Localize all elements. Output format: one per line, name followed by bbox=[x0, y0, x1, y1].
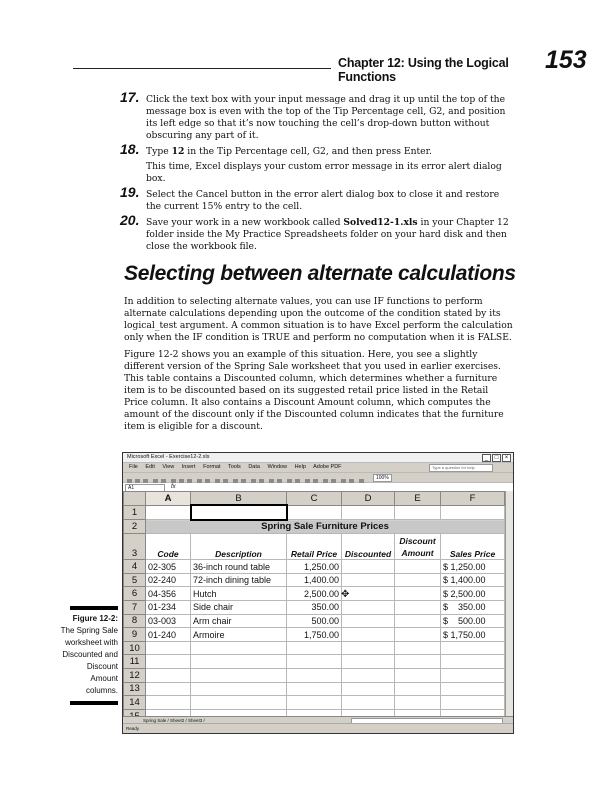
description-cell[interactable]: Armoire bbox=[191, 628, 287, 642]
body-paragraph-1: In addition to selecting alternate values, you can use IF functions to perform alternate calculations depending upon the outcome of the condition stated by its logical_test argument. A common situation is to have Excel perform the calculation only when the IF condition is TRUE and perform no computation when it is FALSE. bbox=[124, 296, 513, 343]
discounted-cell[interactable] bbox=[342, 601, 395, 615]
step-number: 19. bbox=[120, 184, 140, 200]
menu-format[interactable]: Format bbox=[203, 464, 221, 470]
sales-cell[interactable]: $ 2,500.00 bbox=[441, 587, 505, 601]
row-header[interactable]: 12 bbox=[124, 669, 146, 683]
table-row bbox=[124, 573, 505, 587]
header-discounted[interactable]: Discounted bbox=[342, 534, 395, 560]
table-row bbox=[124, 614, 505, 628]
menu-adobe-pdf[interactable]: Adobe PDF bbox=[313, 464, 342, 470]
step-17 bbox=[120, 89, 515, 142]
window-title: Microsoft Excel - Exercise12-2.xls bbox=[127, 454, 210, 460]
header-sales-price[interactable]: Sales Price bbox=[441, 534, 505, 560]
column-header[interactable]: F bbox=[441, 492, 505, 506]
discounted-cell[interactable] bbox=[342, 573, 395, 587]
menu-window[interactable]: Window bbox=[267, 464, 288, 470]
fx-icon[interactable]: fx bbox=[171, 484, 176, 490]
row-header[interactable]: 7 bbox=[124, 601, 146, 615]
row-header[interactable]: 9 bbox=[124, 628, 146, 642]
step-text: Type 12 in the Tip Percentage cell, G2, and then press Enter. bbox=[146, 146, 432, 157]
chapter-title: Chapter 12: Using the Logical Functions bbox=[338, 56, 509, 84]
minimize-icon[interactable]: _ bbox=[482, 454, 491, 462]
menu-data[interactable]: Data bbox=[248, 464, 260, 470]
description-cell[interactable]: Side chair bbox=[191, 601, 287, 615]
table-row bbox=[124, 587, 505, 601]
sales-cell[interactable]: $ 500.00 bbox=[441, 614, 505, 628]
column-header[interactable]: A bbox=[146, 492, 191, 506]
retail-cell[interactable]: 1,250.00 bbox=[287, 560, 342, 574]
discounted-cell[interactable] bbox=[342, 614, 395, 628]
amount-cell[interactable] bbox=[395, 587, 441, 601]
figure-label: Figure 12-2: bbox=[72, 614, 118, 623]
header-rule bbox=[73, 68, 331, 69]
zoom-select[interactable]: 100% bbox=[373, 474, 392, 482]
mouse-cursor-icon: ✥ bbox=[341, 589, 350, 600]
header-code[interactable]: Code bbox=[146, 534, 191, 560]
excel-screenshot bbox=[122, 452, 514, 734]
sales-cell[interactable]: $ 1,250.00 bbox=[441, 560, 505, 574]
row-header[interactable]: 5 bbox=[124, 573, 146, 587]
description-cell[interactable]: 72-inch dining table bbox=[191, 573, 287, 587]
header-discount-amount[interactable]: Discount Amount bbox=[395, 534, 441, 560]
code-cell[interactable]: 02-240 bbox=[146, 573, 191, 587]
menu-help[interactable]: Help bbox=[294, 464, 306, 470]
retail-cell[interactable]: 1,750.00 bbox=[287, 628, 342, 642]
select-all-corner[interactable] bbox=[124, 492, 146, 506]
window-titlebar bbox=[123, 453, 513, 463]
step-text: Save your work in a new workbook called Solved12-1.xls in your Chapter 12 folder inside the My Practice Spreadsheets folder on your hard disk and then close the workbook file. bbox=[146, 217, 509, 252]
menu-insert[interactable]: Insert bbox=[181, 464, 196, 470]
figure-caption-text: The Spring Sale worksheet with Discounted and Discount Amount columns. bbox=[60, 626, 118, 695]
sales-cell[interactable]: $ 1,750.00 bbox=[441, 628, 505, 642]
code-cell[interactable]: 03-003 bbox=[146, 614, 191, 628]
page-number: 153 bbox=[545, 46, 587, 74]
code-cell[interactable]: 01-240 bbox=[146, 628, 191, 642]
close-icon[interactable]: × bbox=[502, 454, 511, 462]
code-cell[interactable]: 02-305 bbox=[146, 560, 191, 574]
menu-bar bbox=[123, 463, 513, 473]
sheet-tabs[interactable]: Spring Sale / Sheet2 / Sheet3 / bbox=[143, 718, 205, 723]
cell[interactable] bbox=[342, 505, 395, 520]
status-bar: Ready bbox=[123, 723, 514, 733]
step-number: 18. bbox=[120, 141, 140, 157]
menu-file[interactable]: File bbox=[129, 464, 138, 470]
row-header[interactable]: 8 bbox=[124, 614, 146, 628]
section-heading: Selecting between alternate calculations bbox=[124, 262, 516, 285]
sheet-title-cell[interactable]: Spring Sale Furniture Prices bbox=[146, 520, 505, 534]
table-row bbox=[124, 628, 505, 642]
column-header[interactable]: D bbox=[342, 492, 395, 506]
description-cell[interactable]: Hutch bbox=[191, 587, 287, 601]
step-text: Click the text box with your input message and drag it up until the top of the message box is even with the top of the Tip Percentage cell, G2, and position its left edge so that it’s now touching the cell’s drop-down button without obscuring any part of it. bbox=[146, 94, 506, 141]
row-header[interactable]: 3 bbox=[124, 534, 146, 560]
cell[interactable] bbox=[441, 505, 505, 520]
cell[interactable] bbox=[395, 505, 441, 520]
amount-cell[interactable] bbox=[395, 573, 441, 587]
menu-view[interactable]: View bbox=[162, 464, 175, 470]
amount-cell[interactable] bbox=[395, 560, 441, 574]
step-followup: This time, Excel displays your custom error message in its error alert dialog box. bbox=[146, 161, 502, 184]
column-header[interactable]: E bbox=[395, 492, 441, 506]
amount-cell[interactable] bbox=[395, 628, 441, 642]
row-header[interactable]: 10 bbox=[124, 641, 146, 655]
discounted-cell[interactable] bbox=[342, 628, 395, 642]
worksheet-table bbox=[123, 491, 505, 723]
worksheet-grid bbox=[123, 491, 506, 723]
retail-cell[interactable]: 350.00 bbox=[287, 601, 342, 615]
row-header[interactable]: 2 bbox=[124, 520, 146, 534]
description-cell[interactable]: 36-inch round table bbox=[191, 560, 287, 574]
name-box[interactable]: A1 bbox=[125, 484, 165, 492]
page-header bbox=[73, 46, 587, 84]
row-header[interactable]: 11 bbox=[124, 655, 146, 669]
standard-toolbar bbox=[123, 473, 513, 483]
row-header[interactable]: 13 bbox=[124, 682, 146, 696]
body-paragraph-2: Figure 12-2 shows you an example of this situation. Here, you see a slightly different version of the Spring Sale worksheet that you used in earlier exercises. This table contains a Discounted column, which determines whether a furniture item is to be discounted based on its suggested retail price listed in the Retail Price column. It also contains a Discount Amount column, which computes the amount of the discount only if the Discounted column indicates that the furniture item is eligible for a discount. bbox=[124, 349, 504, 432]
menu-edit[interactable]: Edit bbox=[145, 464, 155, 470]
active-cell[interactable] bbox=[191, 505, 287, 520]
discounted-cell[interactable] bbox=[342, 587, 395, 601]
caption-rule-bottom bbox=[70, 701, 118, 705]
step-text: Select the Cancel button in the error alert dialog box to close it and restore the current 15% entry to the cell. bbox=[146, 189, 500, 212]
retail-cell[interactable]: 2,500.00 bbox=[287, 587, 342, 601]
row-header[interactable]: 6 bbox=[124, 587, 146, 601]
retail-cell[interactable]: 500.00 bbox=[287, 614, 342, 628]
figure-caption bbox=[60, 606, 118, 705]
step-number: 17. bbox=[120, 89, 140, 105]
step-18 bbox=[120, 141, 515, 185]
table-row bbox=[124, 601, 505, 615]
code-cell[interactable]: 01-234 bbox=[146, 601, 191, 615]
step-list bbox=[120, 89, 515, 257]
description-cell[interactable]: Arm chair bbox=[191, 614, 287, 628]
maximize-icon[interactable]: □ bbox=[492, 454, 501, 462]
row-header[interactable]: 4 bbox=[124, 560, 146, 574]
step-19 bbox=[120, 184, 515, 213]
retail-cell[interactable]: 1,400.00 bbox=[287, 573, 342, 587]
step-number: 20. bbox=[120, 212, 140, 228]
cell[interactable] bbox=[287, 505, 342, 520]
header-description[interactable]: Description bbox=[191, 534, 287, 560]
sales-cell[interactable]: $ 1,400.00 bbox=[441, 573, 505, 587]
table-row bbox=[124, 560, 505, 574]
row-header[interactable]: 1 bbox=[124, 505, 146, 520]
amount-cell[interactable] bbox=[395, 601, 441, 615]
code-cell[interactable]: 04-356 bbox=[146, 587, 191, 601]
amount-cell[interactable] bbox=[395, 614, 441, 628]
vertical-scrollbar[interactable] bbox=[505, 491, 513, 723]
header-retail-price[interactable]: Retail Price bbox=[287, 534, 342, 560]
menu-tools[interactable]: Tools bbox=[227, 464, 241, 470]
sales-cell[interactable]: $ 350.00 bbox=[441, 601, 505, 615]
caption-rule-top bbox=[70, 606, 118, 610]
help-search-input[interactable]: Type a question for help bbox=[429, 464, 493, 472]
cell[interactable] bbox=[146, 505, 191, 520]
discounted-cell[interactable] bbox=[342, 560, 395, 574]
row-header[interactable]: 14 bbox=[124, 696, 146, 710]
column-header[interactable]: C bbox=[287, 492, 342, 506]
column-header[interactable]: B bbox=[191, 492, 287, 506]
step-20 bbox=[120, 212, 515, 253]
